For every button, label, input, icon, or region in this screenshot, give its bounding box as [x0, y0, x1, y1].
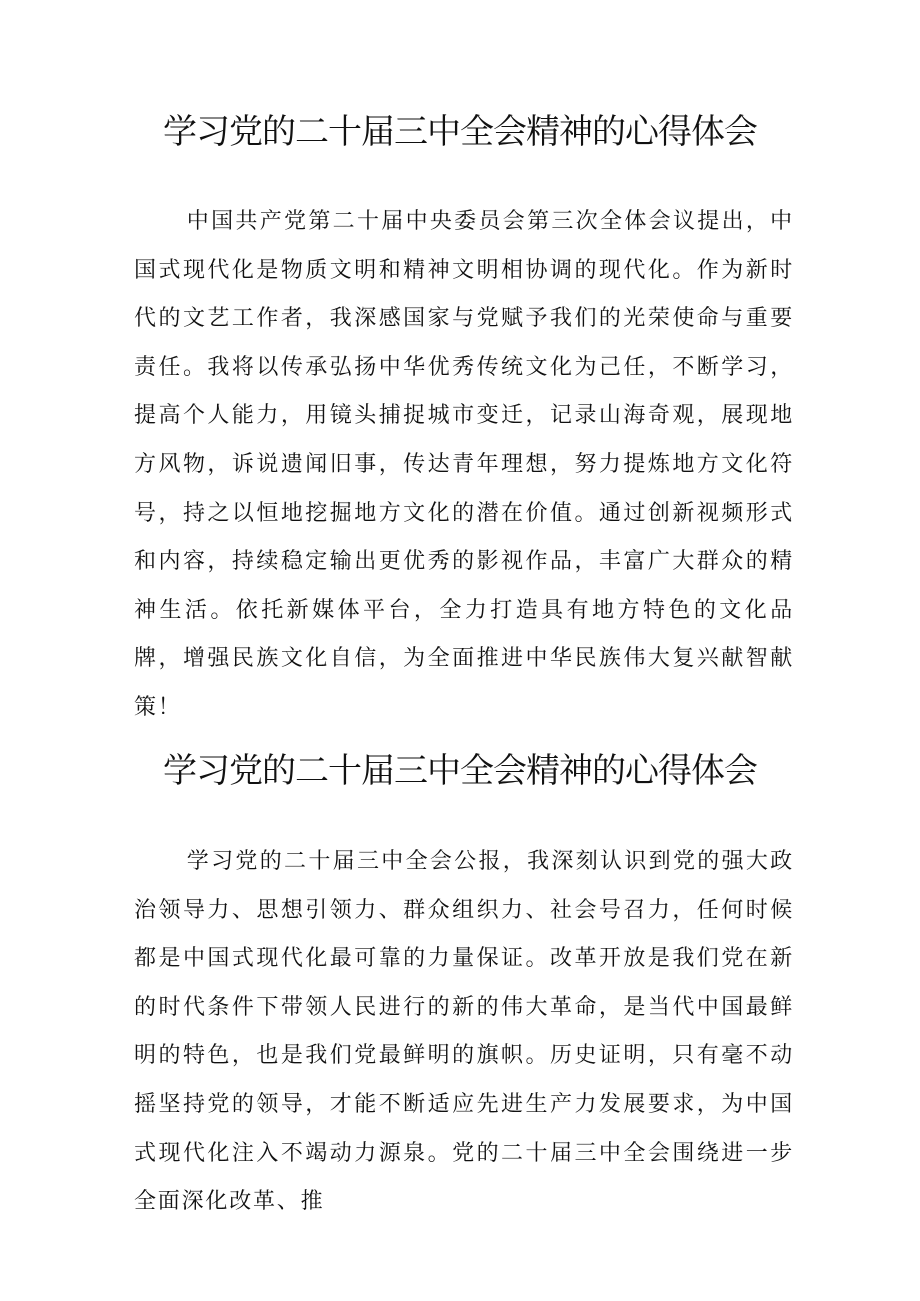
- section-2-title: 学习党的二十届三中全会精神的心得体会: [163, 751, 757, 791]
- section-1-title: 学习党的二十届三中全会精神的心得体会: [163, 112, 757, 152]
- section-1-body: 中国共产党第二十届中央委员会第三次全体会议提出，中国式现代化是物质文明和精神文明相协调的现代化。作为新时代的文艺工作者，我深感国家与党赋予我们的光荣使命与重要责任。我将以传承弘扬中华优秀传统文化为己任，不断学习，提高个人能力，用镜头捕捉城市变迁，记录山海奇观，展现地方风物，诉说遗闻旧事，传达青年理想，努力提炼地方文化符号，持之以恒地挖掘地方文化的潜在价值。通过创新视频形式和内容，持续稳定输出更优秀的影视作品，丰富广大群众的精神生活。依托新媒体平台，全力打造具有地方特色的文化品牌，增强民族文化自信，为全面推进中华民族伟大复兴献智献策！: [134, 209, 794, 720]
- section-2-body: 学习党的二十届三中全会公报，我深刻认识到党的强大政治领导力、思想引领力、群众组织力、社会号召力，任何时候都是中国式现代化最可靠的力量保证。改革开放是我们党在新的时代条件下带领人民进行的新的伟大革命，是当代中国最鲜明的特色，也是我们党最鲜明的旗帜。历史证明，只有毫不动摇坚持党的领导，才能不断适应先进生产力发展要求，为中国式现代化注入不竭动力源泉。党的二十届三中全会围绕进一步全面深化改革、推: [134, 849, 794, 1215]
